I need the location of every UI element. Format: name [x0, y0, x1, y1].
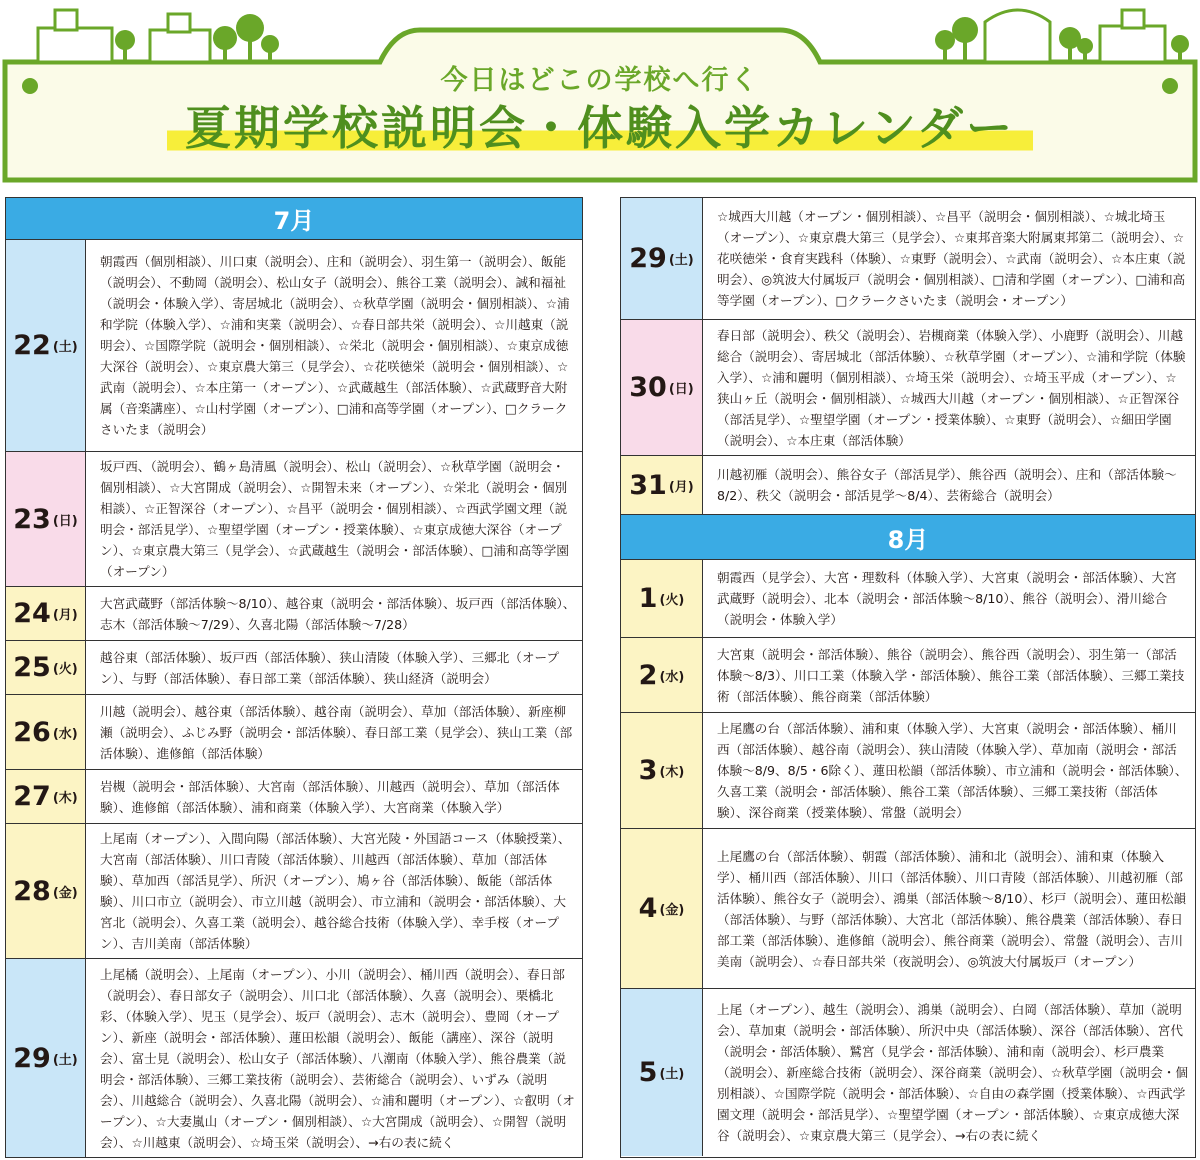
events-text-content: 坂戸西、（説明会）、鶴ヶ島清風（説明会）、松山（説明会）、☆秋草学園（説明会・個別相談）、☆大宮開成（説明会）、☆開智未来（オープン）、☆栄北（説明会・個別相談）、☆正智深谷（オープン）、☆昌平（説明会・個別相談）、☆西武学園文理（説明会・部活見学）、☆聖望学園（オープン・授業体験）、☆東京成徳大深谷（オープン）、☆東京農大第三（見学会）、☆武蔵越生（説明会・部活体験）、□浦和高等学園（オープン） [100, 459, 569, 579]
day-row [621, 560, 1195, 638]
day-number: 25 [13, 652, 51, 683]
events-text [86, 959, 582, 1157]
day-row [6, 695, 582, 770]
events-text-content: 上尾鷹の台（部活体験）、朝霞（部活体験）、浦和北（説明会）、浦和東（体験入学）、桶川西（部活体験）、川口（部活体験）、川口青陵（部活体験）、川越初雁（部活体験）、熊谷女子（説明会）、鴻巣（部活体験～8/10）、杉戸（説明会）、蓮田松韻（部活体験）、与野（部活体験）、大宮北（部活体験）、熊谷農業（部活体験）、春日部工業（部活体験）、進修館（説明会）、熊谷商業（説明会）、常盤（説明会）、吉川美南（説明会）、☆春日部共栄（夜説明会）、◎筑波大付属坂戸（オープン） [717, 848, 1187, 969]
day-row [6, 587, 582, 641]
date-cell [621, 198, 703, 319]
date-cell [621, 829, 703, 988]
day-row [621, 456, 1195, 514]
events-text-content: 越谷東（部活体験）、坂戸西（部活体験）、狭山清陵（体験入学）、三郷北（オープン）、与野（部活体験）、春日部工業（部活体験）、狭山経済（説明会） [100, 649, 560, 686]
day-number: 27 [13, 781, 51, 812]
date-cell [6, 587, 86, 640]
events-text [703, 320, 1195, 455]
day-row [6, 641, 582, 695]
day-row [621, 320, 1195, 456]
events-text [703, 560, 1195, 637]
month-header-july: 7月 [6, 198, 582, 240]
date-cell [6, 452, 86, 586]
events-text-content: 大宮東（説明会・部活体験）、熊谷（説明会）、熊谷西（説明会）、羽生第一（部活体験～8/3）、川口工業（体験入学・部活体験）、熊谷工業（部活体験）、三郷工業技術（部活体験）、熊谷商業（部活体験） [717, 646, 1185, 704]
events-text-content: 岩槻（説明会・部活体験）、大宮南（部活体験）、川越西（説明会）、草加（部活体験）、進修館（部活体験）、浦和商業（体験入学）、大宮商業（体験入学） [100, 778, 560, 815]
events-text [86, 824, 582, 958]
date-cell [621, 713, 703, 828]
events-text-content: 上尾（オープン）、越生（説明会）、鴻巣（説明会）、白岡（部活体験）、草加（説明会）、草加東（説明会・部活体験）、所沢中央（部活体験）、深谷（部活体験）、宮代（説明会・部活体験）、鷲宮（見学会・部活体験）、浦和南（説明会）、杉戸農業（説明会）、新座総合技術（説明会）、深谷商業（説明会）、☆秋草学園（説明会・個別相談）、☆国際学院（説明会・部活体験）、☆自由の森学園（授業体験）、☆西武学園文理（説明会・部活見学）、☆聖望学園（オープン・部活体験）、☆東京成徳大深谷（説明会）、☆東京農大第三（見学会）、→右の表に続く [717, 1002, 1188, 1143]
date-cell [6, 641, 86, 694]
events-text-content: 朝霞西（見学会）、大宮・理数科（体験入学）、大宮東（説明会・部活体験）、大宮武蔵野（説明会）、北本（説明会・部活体験～8/10）、熊谷（説明会）、滑川総合（説明会・体験入学） [717, 570, 1177, 627]
weekday: (日) [668, 382, 694, 397]
day-row [6, 452, 582, 587]
weekday: (火) [659, 593, 685, 608]
day-row [621, 829, 1195, 989]
weekday: (火) [52, 662, 78, 677]
day-number: 22 [13, 330, 51, 361]
day-row [6, 770, 582, 824]
events-text [86, 695, 582, 769]
weekday: (土) [52, 1052, 78, 1068]
events-text-content: 春日部（説明会）、秩父（説明会）、岩槻商業（体験入学）、小鹿野（説明会）、川越総合（説明会）、寄居城北（部活体験）、☆秋草学園（オープン）、☆浦和学院（体験入学）、☆浦和麗明（個別相談）、☆埼玉栄（説明会）、☆埼玉平成（オープン）、☆狭山ヶ丘（説明会・個別相談）、☆城西大川越（オープン・個別相談）、☆正智深谷（部活見学）、☆聖望学園（オープン・授業体験）、☆東野（説明会）、☆細田学園（説明会）、☆本庄東（部活体験） [717, 327, 1186, 448]
weekday: (木) [52, 791, 78, 806]
weekday: (日) [52, 513, 78, 529]
date-cell [6, 240, 86, 451]
date-cell [6, 824, 86, 958]
page-title [0, 92, 1200, 158]
events-text [703, 829, 1195, 988]
events-text-content: 上尾南（オープン）、入間向陽（部活体験）、大宮光陵・外国語コース（体験授業）、大宮南（部活体験）、川口青陵（部活体験）、川越西（部活体験）、草加（部活体験）、草加西（部活見学）、所沢（オープン）、鳩ヶ谷（部活体験）、飯能（部活体験）、川口市立（説明会）、市立川越（説明会）、市立浦和（説明会・部活体験）、大宮北（説明会）、久喜工業（説明会）、越谷総合技術（体験入学）、幸手桜（オープン）、吉川美南（部活体験） [100, 831, 571, 951]
page-title-text: 夏期学校説明会・体験入学カレンダー [167, 101, 1033, 155]
july-calendar-table [5, 197, 583, 1158]
date-cell [621, 320, 703, 455]
day-number: 28 [13, 875, 51, 907]
day-number: 2 [638, 659, 658, 691]
day-number: 1 [638, 583, 658, 614]
events-text-content: 川越（説明会）、越谷東（部活体験）、越谷南（説明会）、草加（部活体験）、新座柳瀬（説明会）、ふじみ野（説明会・部活体験）、春日部工業（見学会）、狭山工業（部活体験）、進修館（部活体験） [100, 703, 573, 761]
day-row [621, 713, 1195, 829]
day-number: 4 [638, 893, 658, 924]
events-text [86, 240, 582, 451]
weekday: (月) [668, 479, 694, 495]
events-text-content: 大宮武蔵野（部活体験～8/10）、越谷東（説明会・部活体験）、坂戸西（部活体験）、志木（部活体験～7/29）、久喜北陽（部活体験～7/28） [100, 595, 576, 632]
day-row [6, 240, 582, 452]
events-text-content: ☆城西大川越（オープン・個別相談）、☆昌平（説明会・個別相談）、☆城北埼玉（オープン）、☆東京農大第三（見学会）、☆東邦音楽大附属東邦第二（説明会）、☆花咲徳栄・食育実践科（体験）、☆東野（説明会）、☆武南（説明会）、☆本庄東（説明会）、◎筑波大付属坂戸（説明会・個別相談）、□清和学園（オープン）、□浦和高等学園（オープン）、□クラークさいたま（説明会・オープン） [717, 209, 1186, 308]
events-text [703, 198, 1195, 319]
weekday: (月) [52, 608, 78, 623]
weekday: (金) [52, 885, 78, 901]
events-text-content: 朝霞西（個別相談）、川口東（説明会）、庄和（説明会）、羽生第一（説明会）、飯能（説明会）、不動岡（説明会）、松山女子（説明会）、熊谷工業（説明会）、誠和福祉（説明会・体験入学）、寄居城北（説明会）、☆秋草学園（説明会・個別相談）、☆浦和学院（体験入学）、☆浦和実業（説明会）、☆春日部共栄（説明会）、☆川越東（説明会）、☆国際学院（説明会・個別相談）、☆栄北（説明会・個別相談）、☆東京成徳大深谷（説明会）、☆東京農大第三（見学会）、☆花咲徳栄（説明会・個別相談）、☆武南（説明会）、☆本庄第一（オープン）、☆武蔵越生（部活体験）、☆武蔵野音大附属（音楽講座）、☆山村学園（オープン）、□浦和高等学園（オープン）、□クラークさいたま（説明会） [100, 254, 570, 437]
day-number: 30 [629, 372, 667, 403]
events-text [86, 770, 582, 823]
subtitle: 今日はどこの学校へ行く [440, 65, 760, 96]
events-text [86, 587, 582, 640]
events-text [703, 713, 1195, 828]
day-number: 5 [638, 1057, 658, 1088]
day-number: 24 [13, 598, 51, 629]
day-number: 3 [638, 755, 658, 786]
weekday: (水) [52, 726, 78, 742]
date-cell [621, 989, 703, 1156]
events-text-content: 川越初雁（説明会）、熊谷女子（部活見学）、熊谷西（説明会）、庄和（部活体験～8/2）、秩父（説明会・部活見学～8/4）、芸術総合（説明会） [717, 467, 1177, 503]
header-banner [0, 0, 1200, 185]
day-row [6, 824, 582, 959]
date-cell [6, 770, 86, 823]
events-text-content: 上尾橘（説明会）、上尾南（オープン）、小川（説明会）、桶川西（説明会）、春日部（説明会）、春日部女子（説明会）、川口北（部活体験）、久喜（説明会）、栗橋北彩、（体験入学）、児玉（見学会）、坂戸（説明会）、志木（説明会）、豊岡（オープン）、新座（説明会・部活体験）、蓮田松韻（説明会）、飯能（講座）、深谷（説明会）、富士見（説明会）、松山女子（部活体験）、八潮南（体験入学）、熊谷農業（説明会・部活体験）、三郷工業技術（説明会）、芸術総合（説明会）、いずみ（説明会）、川越総合（説明会）、久喜北陽（説明会）、☆浦和麗明（オープン）、☆叡明（オープン）、☆大妻嵐山（オープン・個別相談）、☆大宮開成（説明会）、☆開智（説明会）、☆川越東（説明会）、☆埼玉栄（説明会）、→右の表に続く [100, 966, 575, 1150]
weekday: (土) [668, 253, 694, 268]
july-august-calendar-table [620, 197, 1196, 1158]
events-text [86, 641, 582, 694]
day-number: 26 [13, 716, 51, 748]
events-text [703, 456, 1195, 514]
events-text [86, 452, 582, 586]
date-cell [6, 695, 86, 769]
weekday: (金) [659, 903, 685, 918]
month-header-august: 8月 [621, 514, 1195, 560]
date-cell [621, 638, 703, 712]
day-row [621, 638, 1195, 713]
events-text [703, 638, 1195, 712]
weekday: (土) [52, 340, 78, 355]
weekday: (水) [659, 669, 685, 685]
date-cell [621, 456, 703, 514]
events-text [703, 989, 1195, 1156]
events-text-content: 上尾鷹の台（部活体験）、浦和東（体験入学）、大宮東（説明会・部活体験）、桶川西（部活体験）、越谷南（説明会）、狭山清陵（体験入学）、草加南（説明会・部活体験～8/9、8/5・6除く）、蓮田松韻（部活体験）、市立浦和（説明会・部活体験）、久喜工業（説明会・部活体験）、熊谷工業（部活体験）、三郷工業技術（部活体験）、深谷商業（授業体験）、常盤（説明会） [717, 721, 1188, 820]
day-number: 29 [13, 1042, 51, 1074]
day-number: 29 [629, 243, 667, 274]
date-cell [621, 560, 703, 637]
date-cell [6, 959, 86, 1157]
weekday: (土) [659, 1067, 685, 1082]
day-number: 31 [629, 469, 667, 501]
weekday: (木) [659, 765, 685, 780]
day-number: 23 [13, 503, 51, 535]
day-row [6, 959, 582, 1157]
day-row [621, 198, 1195, 320]
day-row [621, 989, 1195, 1156]
